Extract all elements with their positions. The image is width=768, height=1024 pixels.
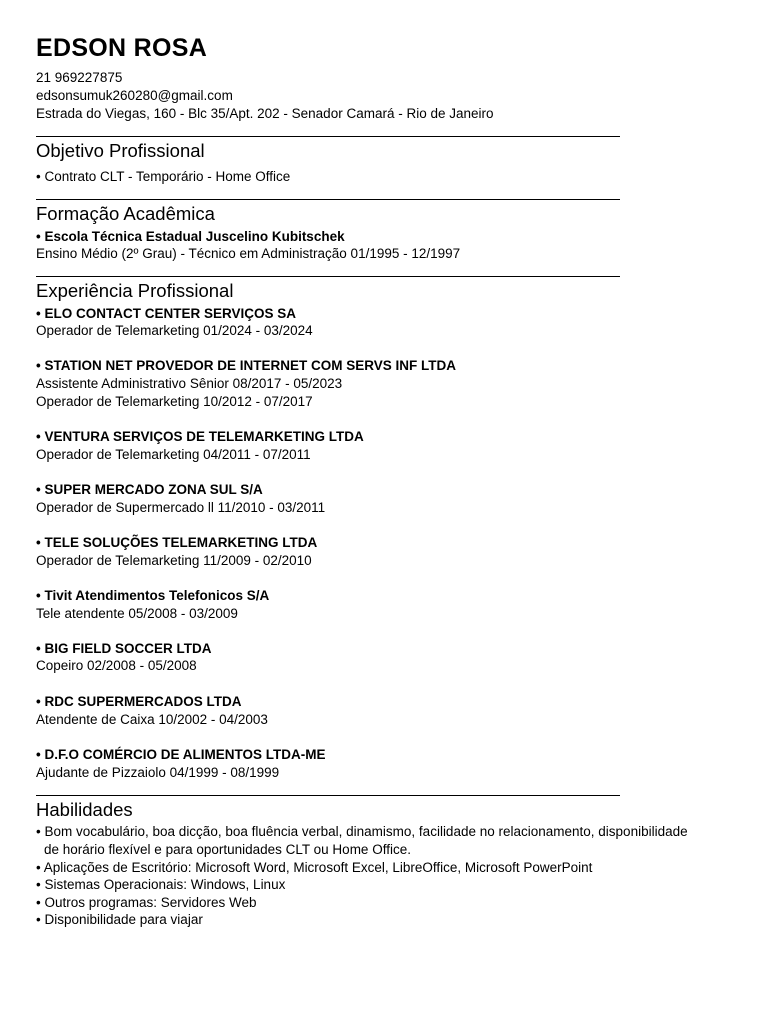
job-role: Tele atendente 05/2008 - 03/2009 xyxy=(36,606,238,621)
job-role: Atendente de Caixa 10/2002 - 04/2003 xyxy=(36,712,268,727)
home-address: Estrada do Viegas, 160 - Blc 35/Apt. 202 - Senador Camará - Rio de Janeiro xyxy=(36,106,494,121)
job-company: • STATION NET PROVEDOR DE INTERNET COM SERVS INF LTDA xyxy=(36,358,456,373)
job-company: • TELE SOLUÇÕES TELEMARKETING LTDA xyxy=(36,535,318,550)
candidate-name: EDSON ROSA xyxy=(36,34,208,62)
job-company: • D.F.O COMÉRCIO DE ALIMENTOS LTDA-ME xyxy=(36,747,326,762)
email-address: edsonsumuk260280@gmail.com xyxy=(36,88,233,103)
job-role: Operador de Telemarketing 04/2011 - 07/2011 xyxy=(36,447,311,462)
skill-item-continuation: de horário flexível e para oportunidades CLT ou Home Office. xyxy=(44,842,411,857)
section-divider xyxy=(36,795,620,796)
job-role: Copeiro 02/2008 - 05/2008 xyxy=(36,658,197,673)
job-company: • RDC SUPERMERCADOS LTDA xyxy=(36,694,242,709)
section-divider xyxy=(36,199,620,200)
section-divider xyxy=(36,136,620,137)
section-title-habilidades: Habilidades xyxy=(36,799,133,820)
skill-item: • Disponibilidade para viajar xyxy=(36,912,203,927)
skill-item: • Bom vocabulário, boa dicção, boa fluência verbal, dinamismo, facilidade no relacionamento, disponibilidade xyxy=(36,824,688,839)
job-role: Ajudante de Pizzaiolo 04/1999 - 08/1999 xyxy=(36,765,280,780)
job-role: Operador de Telemarketing 01/2024 - 03/2024 xyxy=(36,323,313,338)
job-role: Assistente Administrativo Sênior 08/2017 - 05/2023 xyxy=(36,376,343,391)
skill-item: • Outros programas: Servidores Web xyxy=(36,895,257,910)
section-title-formacao: Formação Acadêmica xyxy=(36,203,215,224)
skill-item: • Sistemas Operacionais: Windows, Linux xyxy=(36,877,286,892)
job-company: • Tivit Atendimentos Telefonicos S/A xyxy=(36,588,270,603)
section-title-experiencia: Experiência Profissional xyxy=(36,280,234,301)
job-company: • VENTURA SERVIÇOS DE TELEMARKETING LTDA xyxy=(36,429,364,444)
job-role: Operador de Supermercado ll 11/2010 - 03/2011 xyxy=(36,500,326,515)
job-role: Operador de Telemarketing 10/2012 - 07/2017 xyxy=(36,394,313,409)
phone-number: 21 969227875 xyxy=(36,70,123,85)
school-name: • Escola Técnica Estadual Juscelino Kubitschek xyxy=(36,229,345,244)
job-company: • ELO CONTACT CENTER SERVIÇOS SA xyxy=(36,306,297,321)
course-info: Ensino Médio (2º Grau) - Técnico em Administração 01/1995 - 12/1997 xyxy=(36,246,461,261)
section-divider xyxy=(36,276,620,277)
job-company: • BIG FIELD SOCCER LTDA xyxy=(36,641,212,656)
objetivo-text: • Contrato CLT - Temporário - Home Office xyxy=(36,169,291,184)
job-company: • SUPER MERCADO ZONA SUL S/A xyxy=(36,482,263,497)
job-role: Operador de Telemarketing 11/2009 - 02/2010 xyxy=(36,553,312,568)
section-title-objetivo: Objetivo Profissional xyxy=(36,140,205,161)
skill-item: • Aplicações de Escritório: Microsoft Word, Microsoft Excel, LibreOffice, Microsoft PowerPoint xyxy=(36,860,593,875)
